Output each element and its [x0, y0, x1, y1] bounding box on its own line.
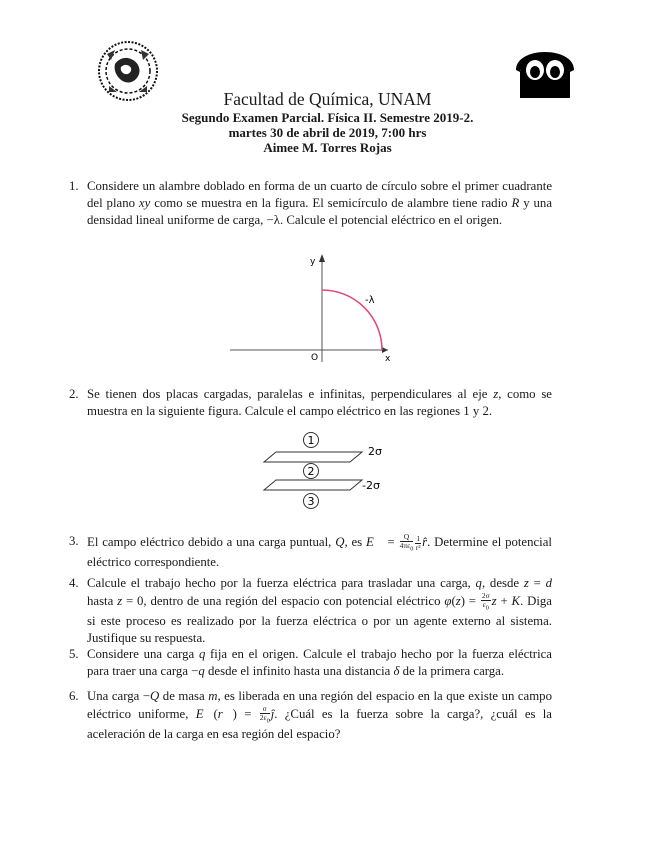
- region-1-label: 1: [307, 434, 315, 447]
- parallel-plates-figure: [262, 428, 402, 514]
- problem-number: 5.: [69, 647, 79, 661]
- x-axis-label: x: [385, 354, 391, 364]
- problem-number: 1.: [69, 179, 79, 193]
- exam-date: martes 30 de abril de 2019, 7:00 hrs: [228, 125, 427, 140]
- problem-number: 6.: [69, 689, 79, 703]
- exam-title: Segundo Examen Parcial. Física II. Semestre 2019-2.: [181, 110, 474, 125]
- problem-1: 1. Considere un alambre doblado en forma de un cuarto de círculo sobre el primer cuadrante del plano xy como se muestra en la figura. El semicírculo de alambre tiene radio R y una densidad lineal uniforme de carga, −λ. Calcule el potencial eléctrico en el origen.: [69, 179, 552, 227]
- faculty-title: Facultad de Química, UNAM: [223, 89, 432, 109]
- problem-number: 3.: [69, 534, 79, 548]
- problem-number: 2.: [69, 387, 79, 401]
- origin-label: O: [311, 353, 319, 363]
- problem-5: 5. Considere una carga q fija en el origen. Calcule el trabajo hecho por la fuerza eléctrica para traer una carga −q desde el infinito hasta una distancia δ de la primera carga.: [69, 647, 552, 678]
- exam-author: Aimee M. Torres Rojas: [263, 140, 392, 155]
- bottom-plate-charge-label: -2σ: [362, 479, 380, 492]
- charge-density-label: -λ: [365, 295, 375, 306]
- problem-2: 2. Se tienen dos placas cargadas, paralelas e infinitas, perpendiculares al eje z, como se muestra en la siguiente figura. Calcule el campo eléctrico en las regiones 1 y 2.: [69, 387, 552, 418]
- top-plate-charge-label: 2σ: [368, 445, 382, 458]
- top-plate: [264, 452, 362, 462]
- y-axis-label: y: [310, 257, 316, 267]
- region-2-label: 2: [307, 465, 315, 478]
- region-3-label: 3: [307, 495, 315, 508]
- quarter-circle-figure: [228, 250, 403, 365]
- problem-3: 3. El campo eléctrico debido a una carga puntual, Q, es E⃗ = $\frac{Q}{4\pi\varepsilon_0}$ $\frac{1}{\text{r²}}$ r̂. Determine el potencial eléctrico correspondiente.: [69, 532, 552, 569]
- bottom-plate: [264, 480, 362, 490]
- problem-4: 4. Calcule el trabajo hecho por la fuerza eléctrica para trasladar una carga, q, desde z = d hasta z = 0, dentro de una región del espacio con potencial eléctrico φ(z) = $\frac{2\sigma}{\varepsilon_0}$ z + K. Diga si este proceso es realizado por la fuerza eléctrica o por un agente externo al sistema. Justifique su respuesta.: [69, 576, 552, 645]
- problem-number: 4.: [69, 576, 79, 590]
- problem-6: 6. Una carga −Q de masa m, es liberada en una región del espacio en la que existe un campo eléctrico uniforme, E⃗(r⃗) = $\frac{\sigma}{2\varepsilon_0}$ ĵ. ¿Cuál es la fuerza sobre la carga?, ¿cuál es la aceleración de la carga en esa región del espacio?: [69, 689, 552, 741]
